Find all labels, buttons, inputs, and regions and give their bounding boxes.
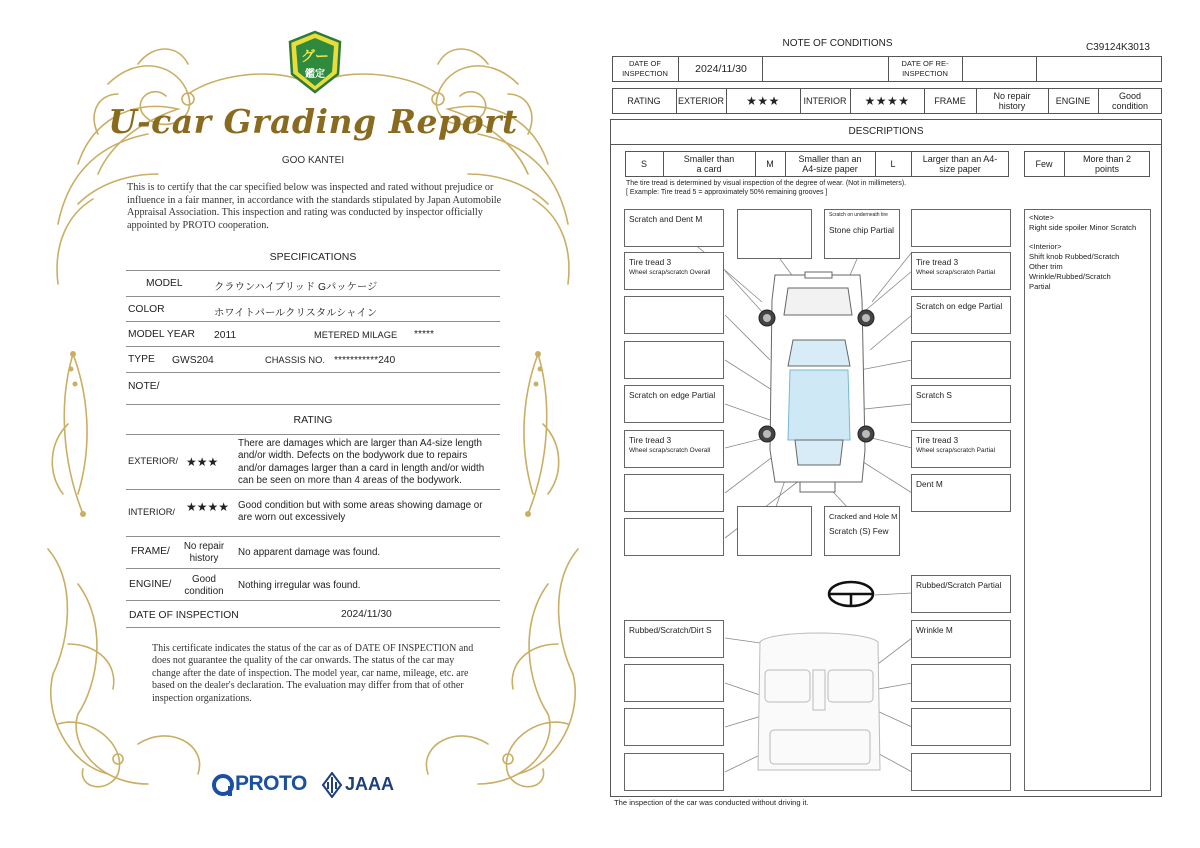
remark-box-interior-left-1 bbox=[624, 664, 724, 702]
date-of-reinspection-label: DATE OF RE-INSPECTION bbox=[901, 59, 949, 78]
document-code: C39124K3013 bbox=[1086, 42, 1150, 53]
remark-box-left-5 bbox=[624, 518, 724, 556]
rating-heading: RATING bbox=[293, 414, 333, 426]
legend-l-desc: Larger than an A4-size paper bbox=[922, 154, 998, 174]
interior-heading: <Interior> bbox=[1029, 242, 1062, 251]
remark-box-left-1 bbox=[624, 296, 724, 334]
interior-description: Good condition but with some areas showing damage or are worn out excessively bbox=[238, 500, 483, 524]
model-year-value: 2011 bbox=[214, 330, 237, 341]
remark-subtext: Wheel scrap/scratch Overall bbox=[629, 269, 711, 276]
exterior-label: EXTERIOR/ bbox=[128, 456, 179, 466]
divider bbox=[126, 627, 500, 628]
divider bbox=[126, 536, 500, 537]
proto-logo-text: PROTO bbox=[235, 772, 307, 795]
note-heading: <Note> bbox=[1029, 213, 1054, 222]
interior-note-4: Partial bbox=[1029, 282, 1051, 291]
remark-box-interior-right bbox=[911, 620, 1011, 658]
remark-text: Cracked and Hole M bbox=[829, 512, 898, 521]
conditions-footer: The inspection of the car was conducted without driving it. bbox=[614, 798, 809, 807]
divider bbox=[126, 296, 500, 297]
remark-box-interior-right-1 bbox=[911, 664, 1011, 702]
remark-box-front bbox=[737, 209, 812, 259]
jaaa-logo-text: JAAA bbox=[345, 774, 395, 794]
note-box bbox=[1024, 209, 1151, 791]
remark-box-right-3 bbox=[911, 385, 1011, 423]
legend-s: S bbox=[640, 159, 647, 169]
frame-label: FRAME/ bbox=[131, 546, 170, 557]
legend-s-desc: Smaller than a card bbox=[683, 154, 735, 174]
model-year-label: MODEL YEAR bbox=[128, 329, 195, 340]
divider bbox=[126, 434, 500, 435]
remark-subtext: Scratch (S) Few bbox=[829, 526, 889, 536]
remark-box-tire-fr bbox=[911, 252, 1011, 290]
exterior-label: EXTERIOR bbox=[677, 96, 724, 106]
remark-text: Stone chip Partial bbox=[829, 225, 895, 235]
descriptions-heading: DESCRIPTIONS bbox=[848, 126, 924, 137]
remark-text: Tire tread 3 bbox=[916, 435, 959, 445]
remark-box-left-3 bbox=[624, 385, 724, 423]
specifications-heading: SPECIFICATIONS bbox=[269, 251, 357, 263]
frame-description: No apparent damage was found. bbox=[238, 547, 381, 558]
note-text: Right side spoiler Minor Scratch bbox=[1029, 223, 1137, 232]
remark-text: Scratch on edge Partial bbox=[629, 390, 716, 400]
divider bbox=[126, 270, 500, 271]
color-value: ホワイトパールクリスタルシャイン bbox=[214, 308, 378, 319]
remark-box-rear-bumper bbox=[824, 506, 900, 556]
divider bbox=[126, 489, 500, 490]
note-of-conditions-sheet bbox=[610, 30, 1165, 820]
interior-stars: ★★★★ bbox=[186, 500, 230, 514]
remark-text: Tire tread 3 bbox=[916, 257, 959, 267]
remark-box-steering bbox=[911, 575, 1011, 613]
interior-label: INTERIOR bbox=[803, 96, 847, 106]
certificate-intro: This is to certify that the car specified below was inspected and rated without prejudice or influence in a fair manner, in accordance with the standards stipulated by Japan Automobile Appraisal Association. This inspection and rating was conducted by inspector officially appointed by PROTO cooperation. bbox=[127, 182, 502, 231]
svg-text:鑑定: 鑑定 bbox=[305, 69, 325, 80]
remark-text: Tire tread 3 bbox=[629, 257, 672, 267]
remark-box-underneath bbox=[824, 209, 900, 259]
interior-note-1: Shift knob Rubbed/Scratch bbox=[1029, 252, 1120, 261]
rating-label: RATING bbox=[627, 96, 661, 106]
divider bbox=[126, 346, 500, 347]
chassis-value: ***********240 bbox=[334, 355, 396, 366]
frame-value: No repair history bbox=[993, 91, 1031, 111]
remark-text: Scratch and Dent M bbox=[629, 214, 703, 224]
report-subtitle: GOO KANTEI bbox=[281, 155, 345, 166]
remark-box-tire-fl bbox=[624, 252, 724, 290]
svg-text:グー: グー bbox=[301, 49, 329, 65]
remark-text: Scratch on edge Partial bbox=[916, 301, 1003, 311]
remark-box-right-4 bbox=[911, 474, 1011, 512]
engine-label: ENGINE bbox=[1055, 96, 1091, 106]
remark-box-interior-right-3 bbox=[911, 753, 1011, 791]
remark-subtext: Wheel scrap/scratch Overall bbox=[629, 447, 711, 454]
chassis-label: CHASSIS NO. bbox=[265, 355, 325, 365]
divider bbox=[610, 144, 1162, 145]
legend-few-desc: More than 2 points bbox=[1082, 154, 1132, 174]
frame-label: FRAME bbox=[934, 96, 966, 106]
model-label: MODEL bbox=[146, 278, 183, 289]
remark-text: Rubbed/Scratch/Dirt S bbox=[629, 625, 712, 635]
remark-box-tire-rr bbox=[911, 430, 1011, 468]
remark-text: Tire tread 3 bbox=[629, 435, 672, 445]
model-value: クラウンハイブリッド Gパッケージ bbox=[214, 282, 378, 293]
exterior-description: There are damages which are larger than A4-size length and/or width. Defects on the bodywork due to repairs and/or damages larger than a card in length and/or width can be seen on more than 4 areas of the bodywork. bbox=[238, 438, 485, 486]
goo-kantei-badge-icon bbox=[286, 30, 344, 94]
remark-box-rear bbox=[737, 506, 812, 556]
legend-m-desc: Smaller than an A4-size paper bbox=[798, 154, 862, 174]
tire-example: [ Example: Tire tread 5 = approximately 50% remaining grooves ] bbox=[626, 189, 828, 196]
divider bbox=[126, 404, 500, 405]
jaaa-logo-icon bbox=[322, 772, 342, 798]
legend-l: L bbox=[890, 159, 896, 169]
tire-note: The tire tread is determined by visual inspection of the degree of wear. (Not in millimeters). bbox=[626, 180, 907, 187]
remark-text: Scratch S bbox=[916, 390, 952, 400]
remark-box-right-1 bbox=[911, 296, 1011, 334]
type-value: GWS204 bbox=[172, 355, 214, 366]
remark-box-interior-left-3 bbox=[624, 753, 724, 791]
remark-text: Dent M bbox=[916, 479, 943, 489]
divider bbox=[126, 568, 500, 569]
date-of-inspection-value: 2024/11/30 bbox=[341, 609, 392, 620]
conditions-title: NOTE OF CONDITIONS bbox=[782, 38, 893, 49]
logo-row bbox=[212, 772, 412, 800]
legend-few: Few bbox=[1035, 159, 1053, 169]
remark-box-right-2 bbox=[911, 341, 1011, 379]
interior-stars: ★★★★ bbox=[864, 94, 910, 108]
remark-box-front-left bbox=[624, 209, 724, 247]
color-label: COLOR bbox=[128, 304, 165, 315]
metered-mileage-value: ***** bbox=[414, 329, 435, 340]
divider bbox=[126, 321, 500, 322]
remark-box-front-right bbox=[911, 209, 1011, 247]
exterior-stars: ★★★ bbox=[186, 455, 219, 469]
interior-note-3: Wrinkle/Rubbed/Scratch bbox=[1029, 272, 1111, 281]
interior-label: INTERIOR/ bbox=[128, 507, 176, 517]
remark-box-interior-front bbox=[624, 620, 724, 658]
proto-logo-icon bbox=[212, 774, 234, 798]
remark-box-interior-left-2 bbox=[624, 708, 724, 746]
interior-note-2: Other trim bbox=[1029, 262, 1063, 271]
remark-subtext: Wheel scrap/scratch Partial bbox=[916, 447, 996, 454]
note-label: NOTE/ bbox=[128, 381, 160, 392]
date-of-inspection-value: 2024/11/30 bbox=[695, 63, 747, 75]
date-of-inspection-label: DATE OF INSPECTION bbox=[129, 610, 239, 621]
divider bbox=[126, 372, 500, 373]
exterior-stars: ★★★ bbox=[746, 94, 780, 108]
remark-small-text: Scratch on underneath tire bbox=[829, 212, 888, 218]
remark-subtext: Wheel scrap/scratch Partial bbox=[916, 269, 996, 276]
remark-box-interior-right-2 bbox=[911, 708, 1011, 746]
report-title: U-car Grading Report bbox=[108, 102, 518, 141]
remark-text: Wrinkle M bbox=[916, 625, 953, 635]
divider bbox=[126, 600, 500, 601]
engine-value: Good condition bbox=[184, 574, 224, 598]
engine-value: Good condition bbox=[1111, 91, 1149, 111]
legend-m: M bbox=[766, 159, 774, 169]
frame-value: No repair history bbox=[183, 541, 225, 565]
remark-box-left-2 bbox=[624, 341, 724, 379]
certificate-disclaimer: This certificate indicates the status of the car as of DATE OF INSPECTION and does not guarantee the quality of the car onwards. The status of the car may change after the date of inspection. The model year, car name, mileage, etc. are based on the dealer's declaration. The evaluation may differ from that of other inspection organizations. bbox=[152, 643, 474, 704]
remark-box-left-4 bbox=[624, 474, 724, 512]
metered-mileage-label: METERED MILAGE bbox=[314, 330, 398, 340]
engine-description: Nothing irregular was found. bbox=[238, 580, 361, 591]
remark-box-tire-rl bbox=[624, 430, 724, 468]
date-of-inspection-label: DATE OF INSPECTION bbox=[622, 59, 668, 78]
remark-text: Rubbed/Scratch Partial bbox=[916, 580, 1002, 590]
type-label: TYPE bbox=[128, 354, 155, 365]
engine-label: ENGINE/ bbox=[129, 579, 172, 590]
grading-certificate bbox=[38, 24, 588, 824]
